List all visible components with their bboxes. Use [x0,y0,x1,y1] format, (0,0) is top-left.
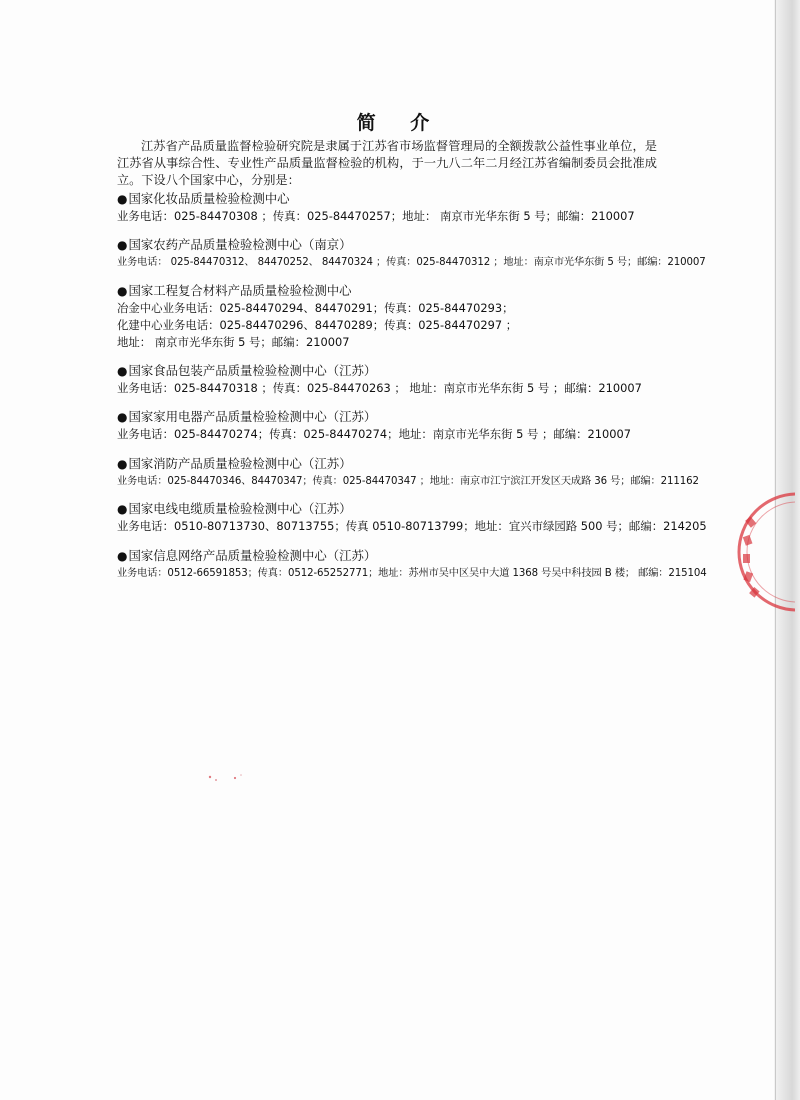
center-item-appliances [117,408,677,443]
center-name: 国家家用电器产品质量检验检测中心（江苏） [128,409,377,424]
center-contact-line: 业务电话：025-84470346、84470347；传真：025-84470347 ；地址：南京市江宁滨江开发区天成路 36 号；邮编：211162 [117,476,699,487]
seal-graphic [735,488,795,616]
bullet-icon: ● [117,457,128,471]
bullet-icon: ● [117,192,128,206]
center-item-network [117,547,707,582]
center-contact-line: 化建中心业务电话：025-84470296、84470289；传真：025-84470297 ； [117,318,518,332]
bullet-icon: ● [117,284,128,298]
center-name: 国家信息网络产品质量检验检测中心（江苏） [128,548,377,563]
center-name: 国家农药产品质量检验检测中心（南京） [128,237,352,252]
center-item-cables [117,500,707,535]
center-item-pesticide [117,236,706,271]
center-contact-line: 业务电话：0512-66591853；传真：0512-65252771；地址：苏州市吴中区吴中大道 1368 号吴中科技园 B 楼； 邮编：215104 [117,568,707,579]
center-name: 国家消防产品质量检验检测中心（江苏） [128,456,352,471]
red-seal-stamp [735,488,795,616]
center-contact-line: 业务电话：025-84470308 ；传真：025-84470257；地址： 南京市光华东街 5 号；邮编：210007 [117,209,635,223]
center-item-fire [117,455,699,490]
center-name: 国家电线电缆质量检验检测中心（江苏） [128,501,352,516]
center-contact-line: 业务电话：0510-80713730、80713755；传真 0510-80713799；地址：宜兴市绿园路 500 号；邮编：214205 [117,519,707,533]
scan-specks [205,770,245,784]
center-contact-line: 业务电话：025-84470318 ；传真：025-84470263 ； 地址：南京市光华东街 5 号 ；邮编：210007 [117,381,642,395]
bullet-icon: ● [117,502,128,516]
center-name: 国家化妆品质量检验检测中心 [128,191,290,206]
center-contact-line: 业务电话： 025-84470312、 84470252、 84470324 ；传真：025-84470312 ；地址：南京市光华东街 5 号；邮编：210007 [117,257,706,268]
center-name: 国家工程复合材料产品质量检验检测中心 [128,283,352,298]
center-item-composite [117,282,677,351]
center-item-cosmetics [117,190,677,225]
center-name: 国家食品包装产品质量检验检测中心（江苏） [128,363,377,378]
intro-paragraph: 江苏省产品质量监督检验研究院是隶属于江苏省市场监督管理局的全额拨款公益性事业单位，是江苏省从事综合性、专业性产品质量监督检验的机构，于一九八二年二月经江苏省编制委员会批准成立。下设八个国家中心，分别是： [117,139,657,187]
bullet-icon: ● [117,549,128,563]
bullet-icon: ● [117,364,128,378]
center-contact-line: 冶金中心业务电话：025-84470294、84470291；传真：025-84470293； [117,301,514,315]
center-contact-line: 地址： 南京市光华东街 5 号；邮编：210007 [117,335,350,349]
page-title: 简 介 [356,112,444,134]
bullet-icon: ● [117,410,128,424]
bullet-icon: ● [117,238,128,252]
center-contact-line: 业务电话：025-84470274；传真：025-84470274；地址：南京市光华东街 5 号 ；邮编：210007 [117,427,632,441]
center-item-food-packaging [117,362,677,397]
